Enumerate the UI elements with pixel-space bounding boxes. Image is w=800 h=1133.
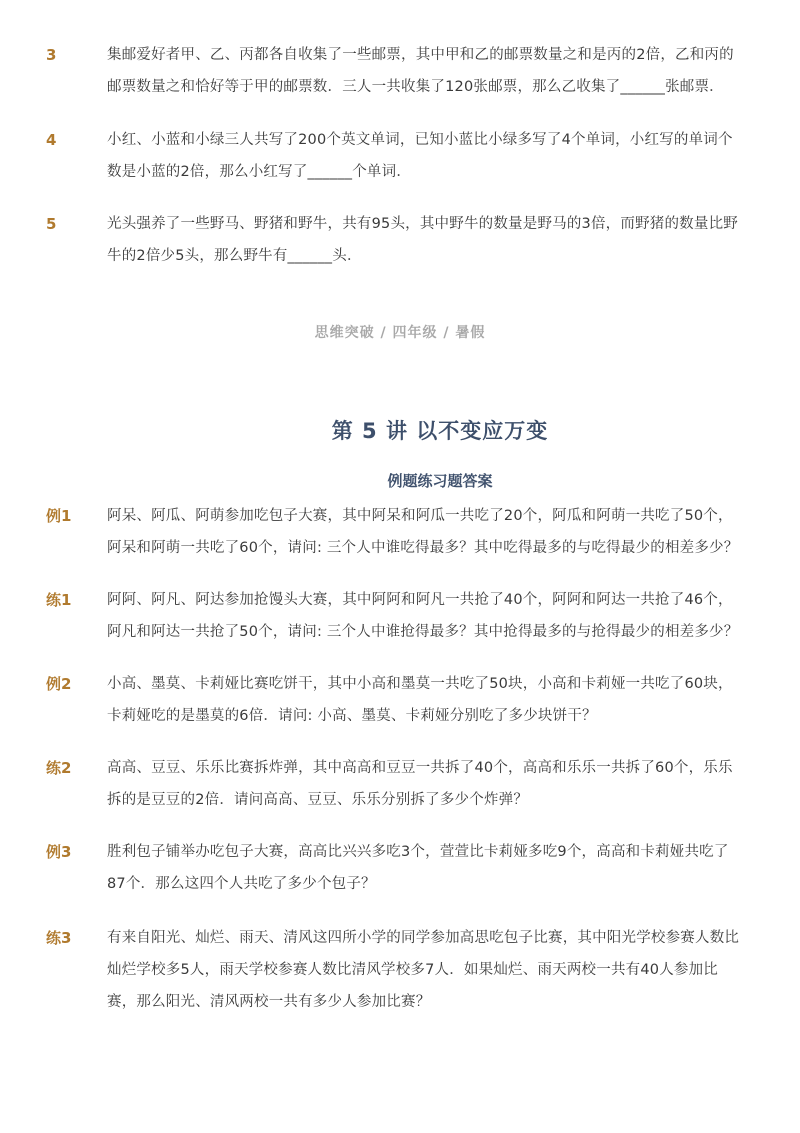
practice-label: 练1 bbox=[46, 591, 72, 609]
problem-number: 3 bbox=[46, 46, 57, 64]
page-footer-label: 思维突破 / 四年级 / 暑假 bbox=[314, 325, 486, 341]
problem-number: 5 bbox=[46, 215, 57, 233]
section-title: 第 5 讲 以不变应万变 bbox=[331, 419, 549, 443]
example-label: 例1 bbox=[46, 507, 72, 525]
problem-text: 光头强养了一些野马、野猪和野牛，共有95头，其中野牛的数量是野马的3倍，而野猪的数量比野牛的2倍少5头，那么野牛有______头． bbox=[107, 216, 738, 264]
practice-text: 高高、豆豆、乐乐比赛拆炸弹，其中高高和豆豆一共拆了40个，高高和乐乐一共拆了60个，乐乐拆的是豆豆的2倍．请问高高、豆豆、乐乐分别拆了多少个炸弹？ bbox=[107, 760, 733, 808]
problem-text: 小红、小蓝和小绿三人共写了200个英文单词，已知小蓝比小绿多写了4个单词，小红写的单词个数是小蓝的2倍，那么小红写了______个单词． bbox=[107, 132, 733, 180]
example-text: 胜利包子铺举办吃包子大赛，高高比兴兴多吃3个，萱萱比卡莉娅多吃9个，高高和卡莉娅共吃了87个．那么这四个人共吃了多少个包子？ bbox=[107, 844, 729, 892]
example-label: 例3 bbox=[46, 843, 72, 861]
problem-text: 集邮爱好者甲、乙、丙都各自收集了一些邮票，其中甲和乙的邮票数量之和是丙的2倍，乙和丙的邮票数量之和恰好等于甲的邮票数．三人一共收集了120张邮票，那么乙收集了______张邮票． bbox=[107, 47, 734, 95]
example-label: 例2 bbox=[46, 675, 72, 693]
practice-text: 阿阿、阿凡、阿达参加抢馒头大赛，其中阿阿和阿凡一共抢了40个，阿阿和阿达一共抢了46个，阿凡和阿达一共抢了50个，请问: 三个人中谁抢得最多？其中抢得最多的与抢得最少的相差多少？ bbox=[107, 592, 739, 640]
practice-text: 有来自阳光、灿烂、雨天、清风这四所小学的同学参加高思吃包子比赛，其中阳光学校参赛人数比灿烂学校多5人，雨天学校参赛人数比清风学校多7人．如果灿烂、雨天两校一共有40人参加比赛，那么阳光、清风两校一共有多少人参加比赛？ bbox=[107, 930, 740, 1010]
problem-number: 4 bbox=[46, 131, 57, 149]
example-text: 小高、墨莫、卡莉娅比赛吃饼干，其中小高和墨莫一共吃了50块，小高和卡莉娅一共吃了60块，卡莉娅吃的是墨莫的6倍．请问: 小高、墨莫、卡莉娅分别吃了多少块饼干？ bbox=[107, 676, 733, 724]
example-text: 阿呆、阿瓜、阿萌参加吃包子大赛，其中阿呆和阿瓜一共吃了20个，阿瓜和阿萌一共吃了50个，阿呆和阿萌一共吃了60个，请问: 三个人中谁吃得最多？其中吃得最多的与吃得最少的相差多少？ bbox=[107, 508, 739, 556]
practice-label: 练2 bbox=[46, 759, 72, 777]
section-subtitle: 例题练习题答案 bbox=[387, 472, 493, 490]
practice-label: 练3 bbox=[46, 929, 72, 947]
